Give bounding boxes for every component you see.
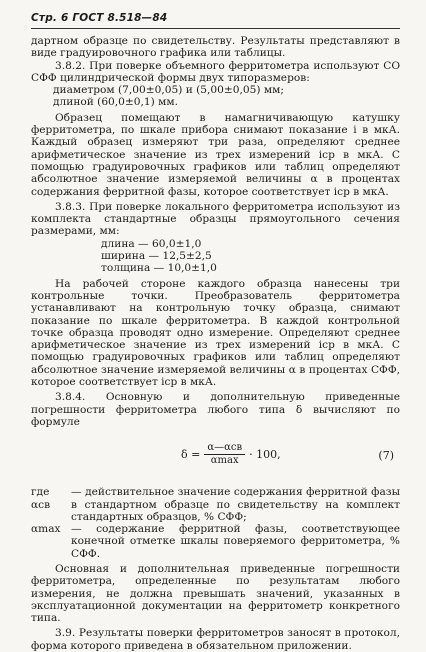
definition-symbol: αmax: [31, 523, 61, 536]
formula-denominator: αmax: [210, 455, 239, 467]
formula-lhs: δ =: [181, 447, 201, 461]
page-header: Стр. 6 ГОСТ 8.518—84: [31, 12, 168, 24]
definition-text: — действительное значение содержания ферритной фазы в стандартном образце по свидетельству на комплект стандартных образцов, % СФФ;: [71, 486, 400, 523]
section-3-8-2: 3.8.2. При поверке объемного ферритометра используют СО СФФ цилиндрической формы двух типоразмеров:: [31, 59, 400, 84]
definition-alpha-sv: [31, 486, 400, 523]
dimension-length: длина — 60,0±1,0: [101, 237, 202, 250]
definition-text: — содержание ферритной фазы, соответствующее конечной отметке шкалы поверяемого ферритометра, % СФФ.: [71, 523, 400, 560]
section-3-8-4: 3.8.4. Основную и дополнительную приведенные погрешности ферритометра любого типа δ вычисляют по формуле: [31, 391, 400, 428]
definition-symbol: где αсв: [31, 486, 51, 511]
formula-numerator: α—αсв: [204, 442, 245, 455]
paragraph-measurement: Образец помещают в намагничивающую катушку ферритометра, по шкале прибора снимают показание i в мкА. Каждый образец измеряют три раза, определяют среднее арифметическое значение из трех измерений iср в мкА. С помощью градуировочных графиков или таблиц определяют абсолютное значение измеряемой величины α в процентах содержания ферритной фазы, которое соответствует iср в мкА.: [31, 111, 400, 198]
section-3-9: 3.9. Результаты поверки ферритометров заносят в протокол, форма которого приведена в обязательном приложении.: [31, 627, 400, 652]
dimension-width: ширина — 12,5±2,5: [101, 250, 212, 263]
paragraph-error-limits: Основная и дополнительная приведенные погрешности ферритометра, определенные по результатам любого измерения, не должна превышать значений, указанных в эксплуатационной документации на ферритометр конкретного типа.: [31, 562, 400, 625]
paragraph-control-points: На рабочей стороне каждого образца нанесены три контрольные точки. Преобразователь ферритометра устанавливают на контрольную точку образца, снимают показание по шкале ферритометра. В каждой контрольной точке образца проводят одно измерение. Определяют среднее арифметическое значение из трех измерений iср в мкА. С помощью градуировочных графиков или таблиц определяют абсолютное значение измеряемой величины α в процентах СФФ, которое соответствует iср в мкА.: [31, 277, 400, 389]
dimension-thickness: толщина — 10,0±1,0: [101, 262, 217, 275]
formula-number: (7): [378, 449, 394, 463]
header-rule: [31, 28, 400, 29]
formula-body: [181, 442, 281, 467]
formula-fraction: [204, 442, 245, 467]
size-diameter: диаметром (7,00±0,05) и (5,00±0,05) мм;: [53, 84, 284, 97]
document-body: [31, 35, 400, 652]
definition-alpha-max: [31, 523, 400, 560]
formula-7: [31, 442, 400, 472]
formula-rhs: · 100,: [249, 447, 281, 461]
section-3-8-3: 3.8.3. При поверке локального ферритометра используют из комплекта стандартные образцы прямоугольного сечения размерами, мм:: [31, 200, 400, 238]
size-length: длиной (60,0±0,1) мм.: [53, 96, 178, 109]
paragraph-continuation: дартном образце по свидетельству. Результаты представляют в виде градуировочного графика или таблицы.: [31, 35, 400, 60]
